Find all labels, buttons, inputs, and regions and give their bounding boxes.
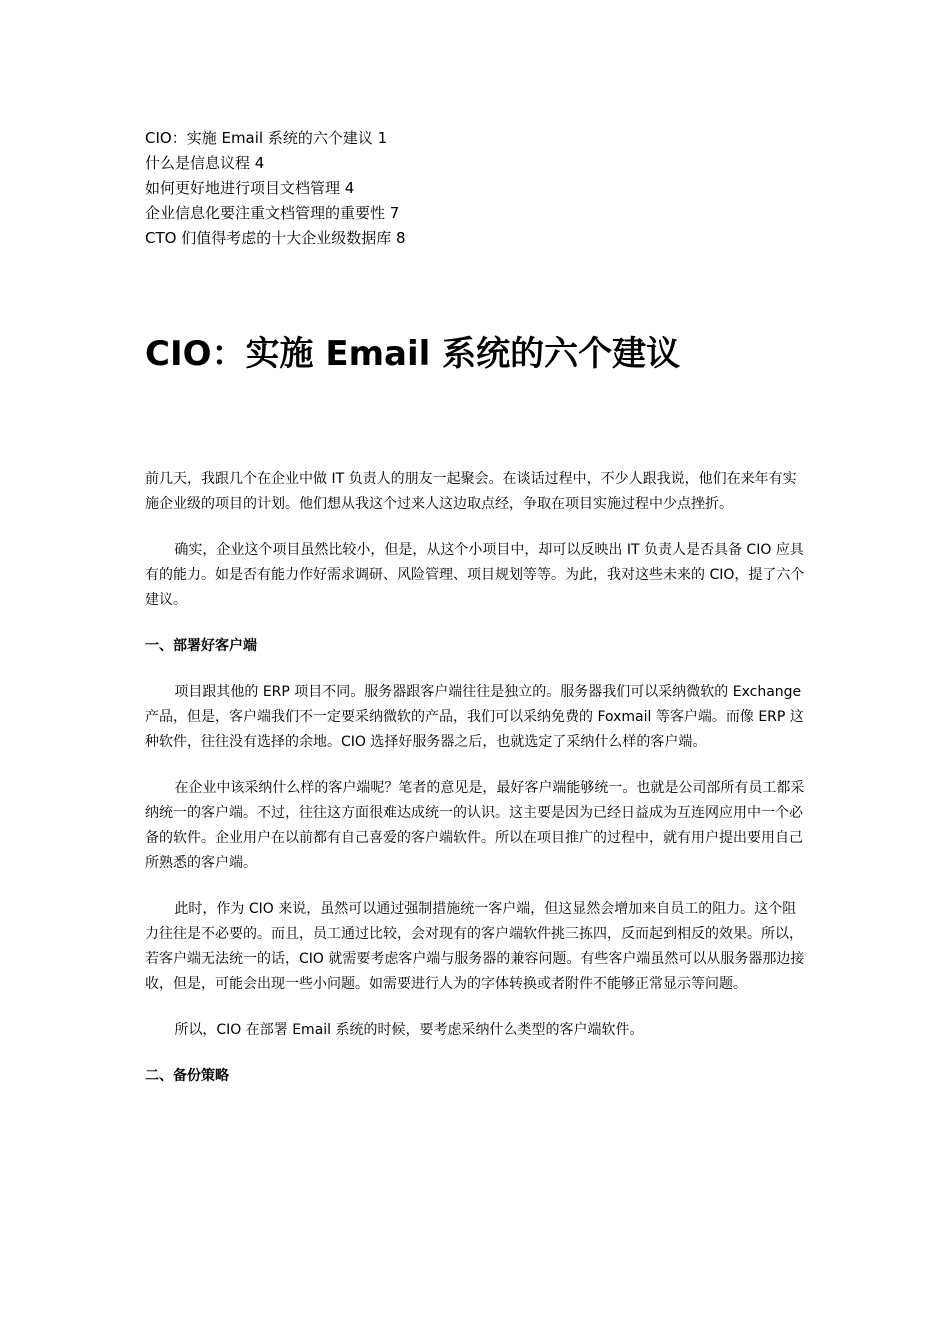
toc-item[interactable] xyxy=(145,201,805,226)
paragraph: 所以，CIO 在部署 Email 系统的时候，要考虑采纳什么类型的客户端软件。 xyxy=(174,1022,644,1038)
table-of-contents xyxy=(145,126,805,251)
toc-item-page: 7 xyxy=(389,204,400,222)
toc-item-title: CIO：实施 Email 系统的六个建议 xyxy=(145,129,373,147)
toc-item[interactable] xyxy=(145,126,805,151)
toc-item-page: 8 xyxy=(396,229,406,247)
section-heading: 二、备份策略 xyxy=(145,1068,229,1084)
article-title: CIO：实施 Email 系统的六个建议 xyxy=(145,334,681,374)
toc-item-title: 企业信息化要注重文档管理的重要性 xyxy=(145,204,386,222)
toc-item-title: 如何更好地进行项目文档管理 xyxy=(145,179,341,197)
toc-item[interactable] xyxy=(145,226,805,251)
toc-item[interactable] xyxy=(145,176,805,201)
toc-item[interactable] xyxy=(145,151,805,176)
paragraph: 在企业中该采纳什么样的客户端呢？笔者的意见是，最好客户端能够统一。也就是公司部所有员工都采纳统一的客户端。不过，往往这方面很难达成统一的认识。这主要是因为已经日益成为互连网应用中一个必备的软件。企业用户在以前都有自己喜爱的客户端软件。所以在项目推广的过程中，就有用户提出要用自己所熟悉的客户端。 xyxy=(145,780,805,871)
toc-item-page: 4 xyxy=(344,179,355,197)
toc-item-page: 4 xyxy=(254,154,265,172)
toc-item-title: 什么是信息议程 xyxy=(145,154,251,172)
paragraph: 项目跟其他的 ERP 项目不同。服务器跟客户端往往是独立的。服务器我们可以采纳微软的 Exchange 产品，但是，客户端我们不一定要采纳微软的产品，我们可以采纳免费的 Foxmail 等客户端。而像 ERP 这种软件，往往没有选择的余地。CIO 选择好服务器之后，也就选定了采纳什么样的客户端。 xyxy=(145,684,804,750)
toc-item-page: 1 xyxy=(377,129,388,147)
paragraph: 前几天，我跟几个在企业中做 IT 负责人的朋友一起聚会。在谈话过程中，不少人跟我说，他们在来年有实施企业级的项目的计划。他们想从我这个过来人这边取点经，争取在项目实施过程中少点挫折。 xyxy=(145,471,797,512)
paragraph: 此时，作为 CIO 来说，虽然可以通过强制措施统一客户端，但这显然会增加来自员工的阻力。这个阻力往往是不必要的。而且，员工通过比较，会对现有的客户端软件挑三拣四，反而起到相反的效果。所以，若客户端无法统一的话，CIO 就需要考虑客户端与服务器的兼容问题。有些客户端虽然可以从服务器那边接收，但是，可能会出现一些小问题。如需要进行人为的字体转换或者附件不能够正常显示等问题。 xyxy=(145,901,805,992)
toc-item-title: CTO 们值得考虑的十大企业级数据库 xyxy=(145,229,392,247)
paragraph: 确实，企业这个项目虽然比较小，但是，从这个小项目中，却可以反映出 IT 负责人是否具备 CIO 应具有的能力。如是否有能力作好需求调研、风险管理、项目规划等等。为此，我对这些未来的 CIO，提了六个建议。 xyxy=(145,542,805,608)
section-heading: 一、部署好客户端 xyxy=(145,638,257,654)
article-body xyxy=(145,467,805,1110)
